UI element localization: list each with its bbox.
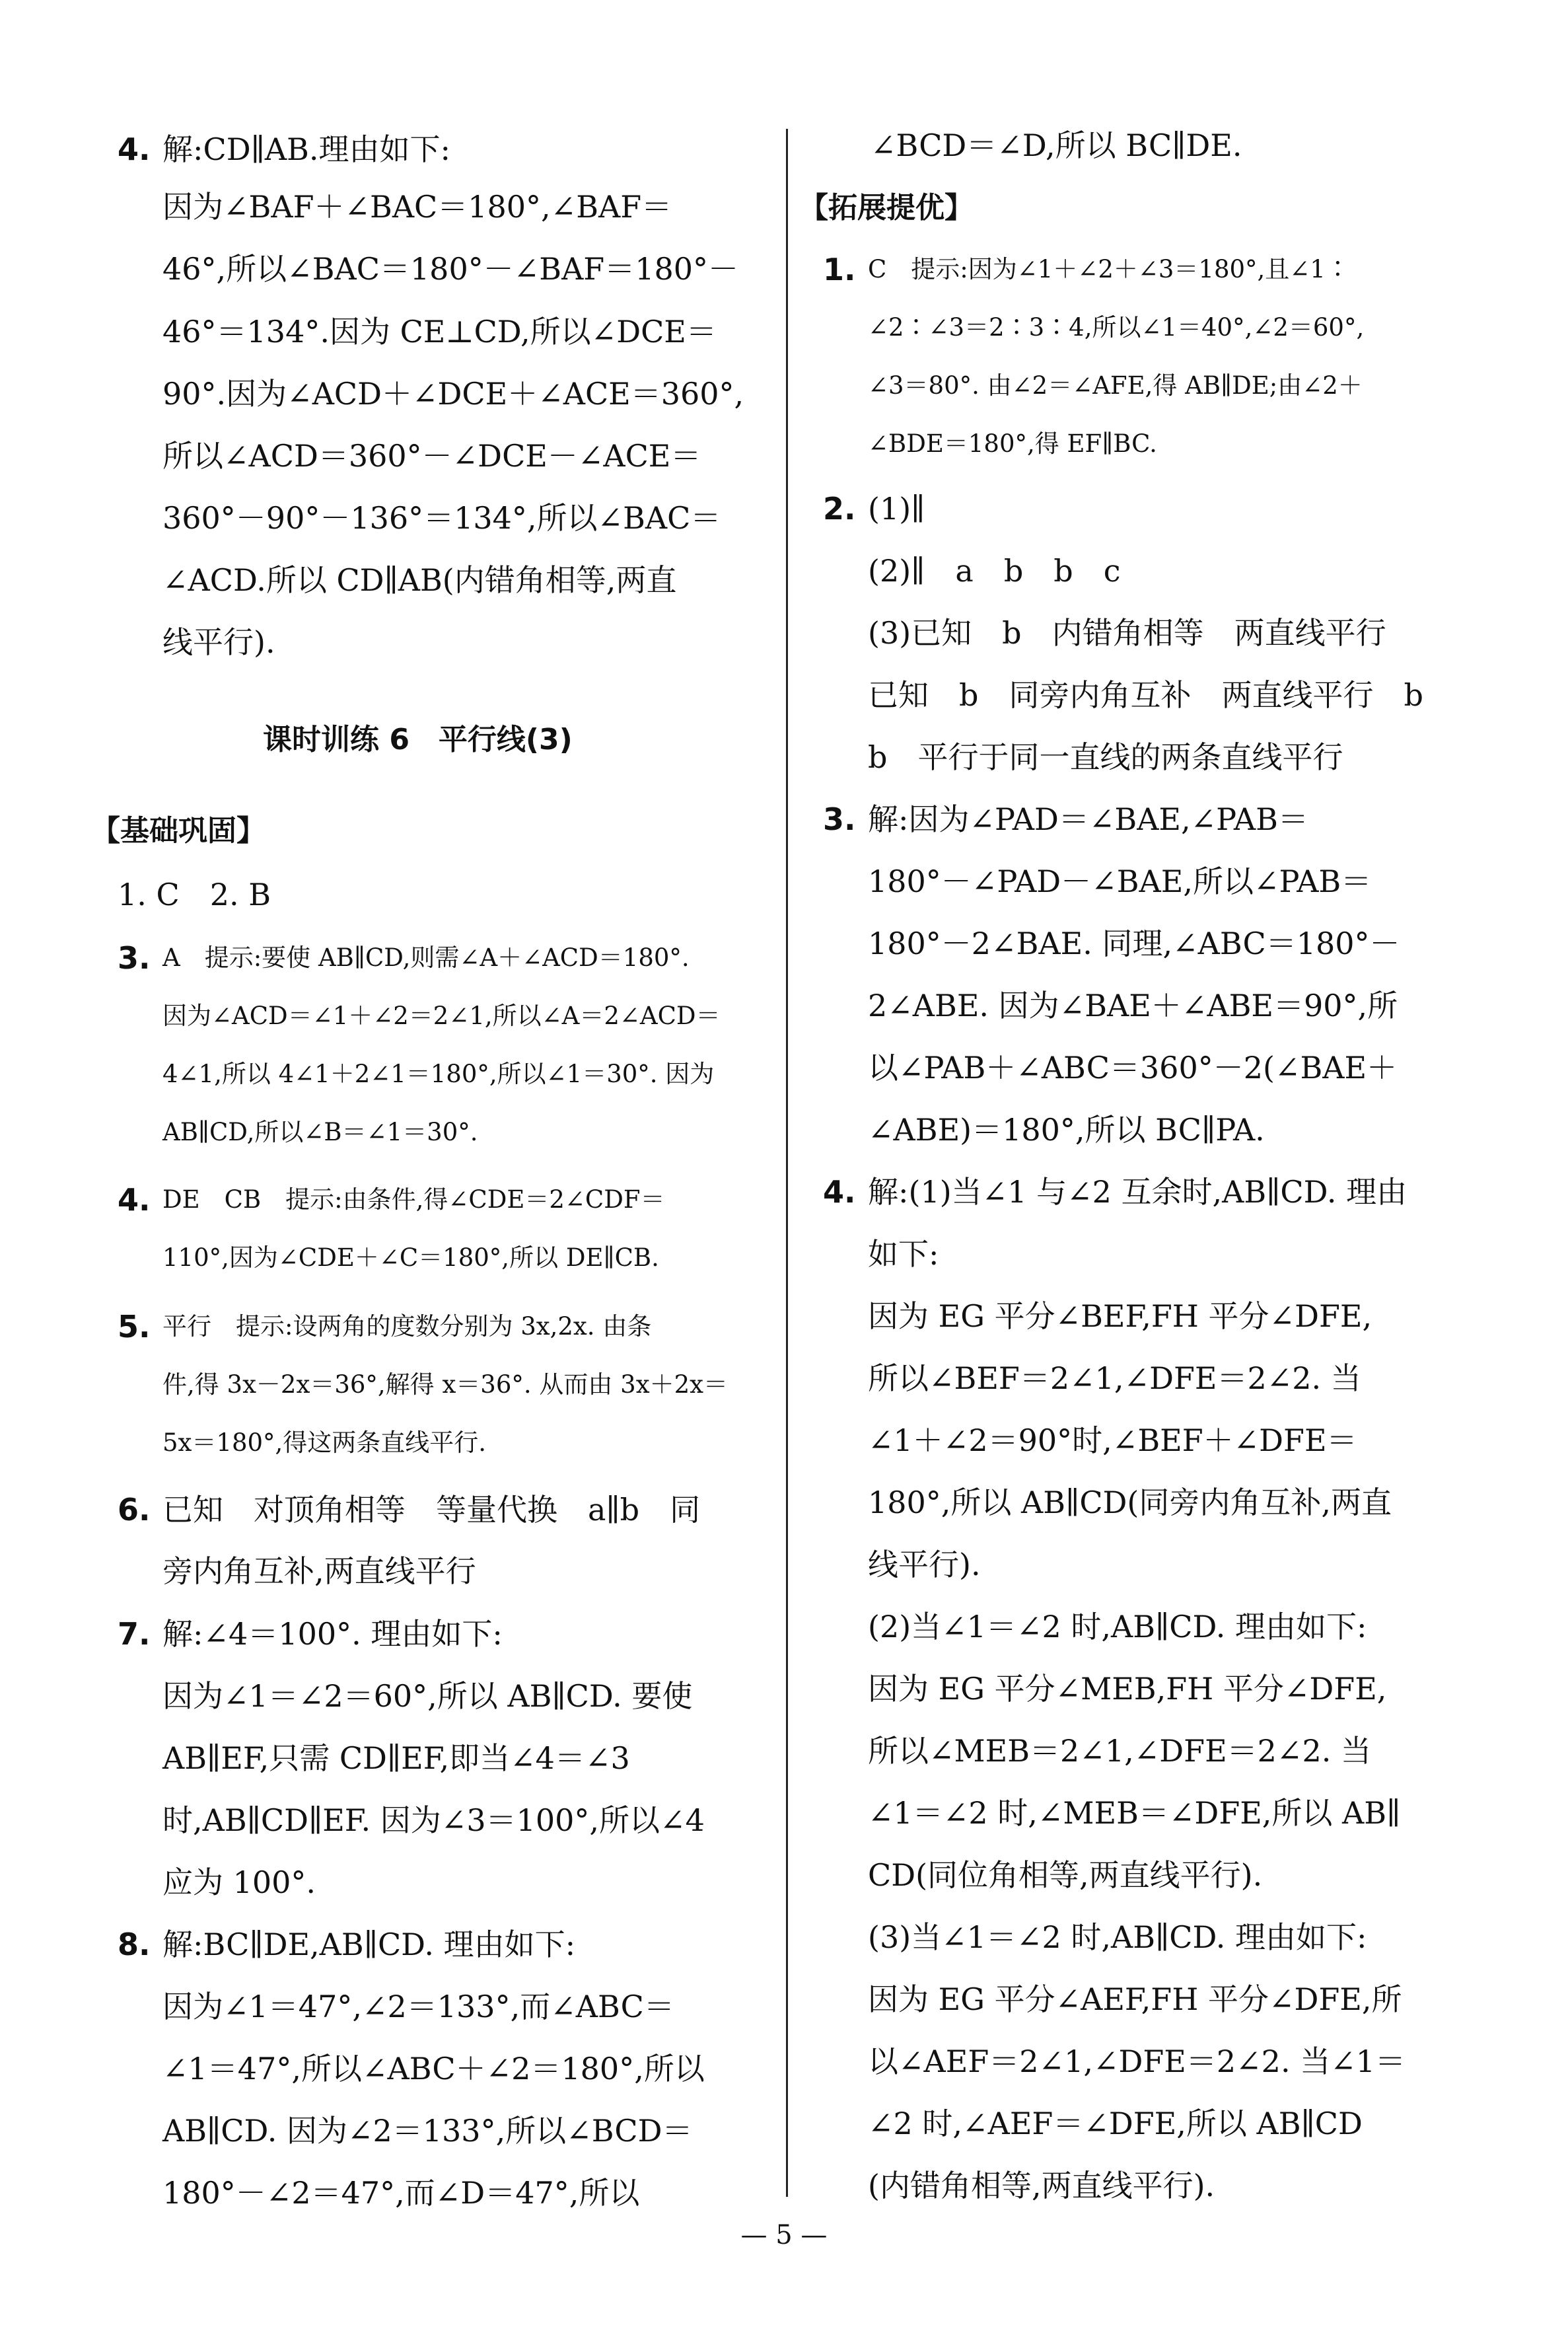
answer-line: 应为 100°. (162, 1864, 316, 1900)
answer-line: ∠ACD.所以 CD∥AB(内错角相等,两直 (162, 562, 677, 598)
answer-line: C 提示:因为∠1＋∠2＋∠3＝180°,且∠1∶ (868, 255, 1350, 283)
answer-line: CD(同位角相等,两直线平行). (868, 1857, 1263, 1893)
answer-line: 已知 b 同旁内角互补 两直线平行 b (868, 677, 1423, 713)
answer-line: 所以∠ACD＝360°－∠DCE－∠ACE＝ (162, 438, 701, 474)
question-number: 3. (823, 801, 856, 837)
answer-line: ∠2∶∠3＝2∶3∶4,所以∠1＝40°,∠2＝60°, (868, 313, 1365, 342)
answer-line: 旁内角互补,两直线平行 (162, 1553, 476, 1589)
answer-line: AB∥EF,只需 CD∥EF,即当∠4＝∠3 (162, 1740, 630, 1776)
answer-line: 因为 EG 平分∠AEF,FH 平分∠DFE,所 (868, 1981, 1402, 2017)
page-number: — 5 — (740, 2220, 828, 2250)
answer-line: ∠BCD＝∠D,所以 BC∥DE. (871, 128, 1242, 163)
answer-line: A 提示:要使 AB∥CD,则需∠A＋∠ACD＝180°. (162, 943, 690, 972)
answer-line: 1. C 2. B (118, 877, 271, 912)
answer-line: 180°－2∠BAE. 同理,∠ABC＝180°－ (868, 926, 1400, 961)
question-number: 4. (823, 1174, 856, 1210)
answer-line: 线平行). (868, 1547, 981, 1582)
column-divider (786, 129, 788, 2197)
answer-line: 已知 对顶角相等 等量代换 a∥b 同 (162, 1492, 701, 1528)
answer-line: 110°,因为∠CDE＋∠C＝180°,所以 DE∥CB. (162, 1243, 659, 1272)
answer-line: 4∠1,所以 4∠1＋2∠1＝180°,所以∠1＝30°. 因为 (162, 1060, 715, 1088)
question-number: 2. (823, 491, 856, 527)
answer-line: 180°－∠2＝47°,而∠D＝47°,所以 (162, 2175, 640, 2211)
answer-line: (2)当∠1＝∠2 时,AB∥CD. 理由如下: (868, 1609, 1367, 1644)
answer-line: 所以∠BEF＝2∠1,∠DFE＝2∠2. 当 (868, 1360, 1361, 1396)
answer-line: ∠3＝80°. 由∠2＝∠AFE,得 AB∥DE;由∠2＋ (868, 371, 1363, 400)
answer-line: 5x＝180°,得这两条直线平行. (162, 1428, 487, 1457)
answer-line: 46°,所以∠BAC＝180°－∠BAF＝180°－ (162, 251, 739, 287)
question-number: 7. (118, 1616, 151, 1652)
answer-line: 所以∠MEB＝2∠1,∠DFE＝2∠2. 当 (868, 1733, 1371, 1769)
answer-line: 因为 EG 平分∠BEF,FH 平分∠DFE, (868, 1298, 1372, 1334)
answer-line: 因为∠ACD＝∠1＋∠2＝2∠1,所以∠A＝2∠ACD＝ (162, 1002, 721, 1030)
answer-line: 平行 提示:设两角的度数分别为 3x,2x. 由条 (162, 1312, 652, 1341)
answer-line: 因为∠BAF＋∠BAC＝180°,∠BAF＝ (162, 189, 672, 225)
question-number: 1. (823, 252, 856, 287)
lesson-title: 课时训练 6 平行线(3) (263, 723, 573, 757)
answer-line: 解:∠4＝100°. 理由如下: (162, 1616, 503, 1652)
answer-line: 线平行). (162, 624, 275, 660)
answer-line: 解:(1)当∠1 与∠2 互余时,AB∥CD. 理由 (868, 1174, 1408, 1210)
section-heading-extension: 【拓展提优】 (799, 191, 974, 225)
answer-line: ∠BDE＝180°,得 EF∥BC. (868, 429, 1157, 458)
question-number: 6. (118, 1492, 151, 1528)
answer-line: (3)已知 b 内错角相等 两直线平行 (868, 615, 1386, 651)
answer-line: 因为∠1＝∠2＝60°,所以 AB∥CD. 要使 (162, 1678, 693, 1714)
answer-line: ∠1＋∠2＝90°时,∠BEF＋∠DFE＝ (868, 1422, 1357, 1458)
answer-line: AB∥CD,所以∠B＝∠1＝30°. (162, 1118, 478, 1146)
answer-line: ∠1＝∠2 时,∠MEB＝∠DFE,所以 AB∥ (868, 1795, 1401, 1831)
answer-line: 件,得 3x－2x＝36°,解得 x＝36°. 从而由 3x＋2x＝ (162, 1370, 728, 1399)
answer-line: ∠1＝47°,所以∠ABC＋∠2＝180°,所以 (162, 2051, 705, 2086)
answer-line: 180°－∠PAD－∠BAE,所以∠PAB＝ (868, 864, 1372, 899)
answer-line: 以∠AEF＝2∠1,∠DFE＝2∠2. 当∠1＝ (868, 2044, 1406, 2079)
answer-line: 因为∠1＝47°,∠2＝133°,而∠ABC＝ (162, 1989, 674, 2024)
answer-line: 180°,所以 AB∥CD(同旁内角互补,两直 (868, 1485, 1392, 1520)
answer-line: 时,AB∥CD∥EF. 因为∠3＝100°,所以∠4 (162, 1802, 705, 1838)
answer-line: ∠ABE)＝180°,所以 BC∥PA. (868, 1112, 1265, 1148)
answer-line: 以∠PAB＋∠ABC＝360°－2(∠BAE＋ (868, 1050, 1398, 1086)
question-number: 5. (118, 1309, 151, 1345)
question-number: 8. (118, 1927, 151, 1962)
answer-line: DE CB 提示:由条件,得∠CDE＝2∠CDF＝ (162, 1185, 665, 1214)
answer-line: (2)∥ a b b c (868, 553, 1121, 589)
question-number: 4. (118, 131, 151, 167)
answer-line: (3)当∠1＝∠2 时,AB∥CD. 理由如下: (868, 1919, 1367, 1955)
section-heading-basic: 【基础巩固】 (91, 814, 266, 848)
question-number: 3. (118, 940, 151, 976)
answer-line: 46°＝134°.因为 CE⊥CD,所以∠DCE＝ (162, 314, 717, 350)
answer-line: 360°－90°－136°＝134°,所以∠BAC＝ (162, 500, 721, 536)
answer-line: 解:因为∠PAD＝∠BAE,∠PAB＝ (868, 801, 1308, 837)
question-number: 4. (118, 1182, 151, 1218)
answer-line: 90°.因为∠ACD＋∠DCE＋∠ACE＝360°, (162, 376, 744, 412)
answer-line: ∠2 时,∠AEF＝∠DFE,所以 AB∥CD (868, 2106, 1363, 2141)
answer-line: (内错角相等,两直线平行). (868, 2168, 1215, 2203)
answer-line: 2∠ABE. 因为∠BAE＋∠ABE＝90°,所 (868, 988, 1398, 1023)
answer-line: AB∥CD. 因为∠2＝133°,所以∠BCD＝ (162, 2113, 693, 2149)
answer-line: b 平行于同一直线的两条直线平行 (868, 739, 1343, 775)
answer-line: (1)∥ (868, 491, 925, 527)
answer-line: 解:CD∥AB.理由如下: (162, 131, 450, 167)
answer-line: 因为 EG 平分∠MEB,FH 平分∠DFE, (868, 1671, 1387, 1707)
answer-line: 解:BC∥DE,AB∥CD. 理由如下: (162, 1927, 576, 1962)
answer-line: 如下: (868, 1236, 939, 1272)
